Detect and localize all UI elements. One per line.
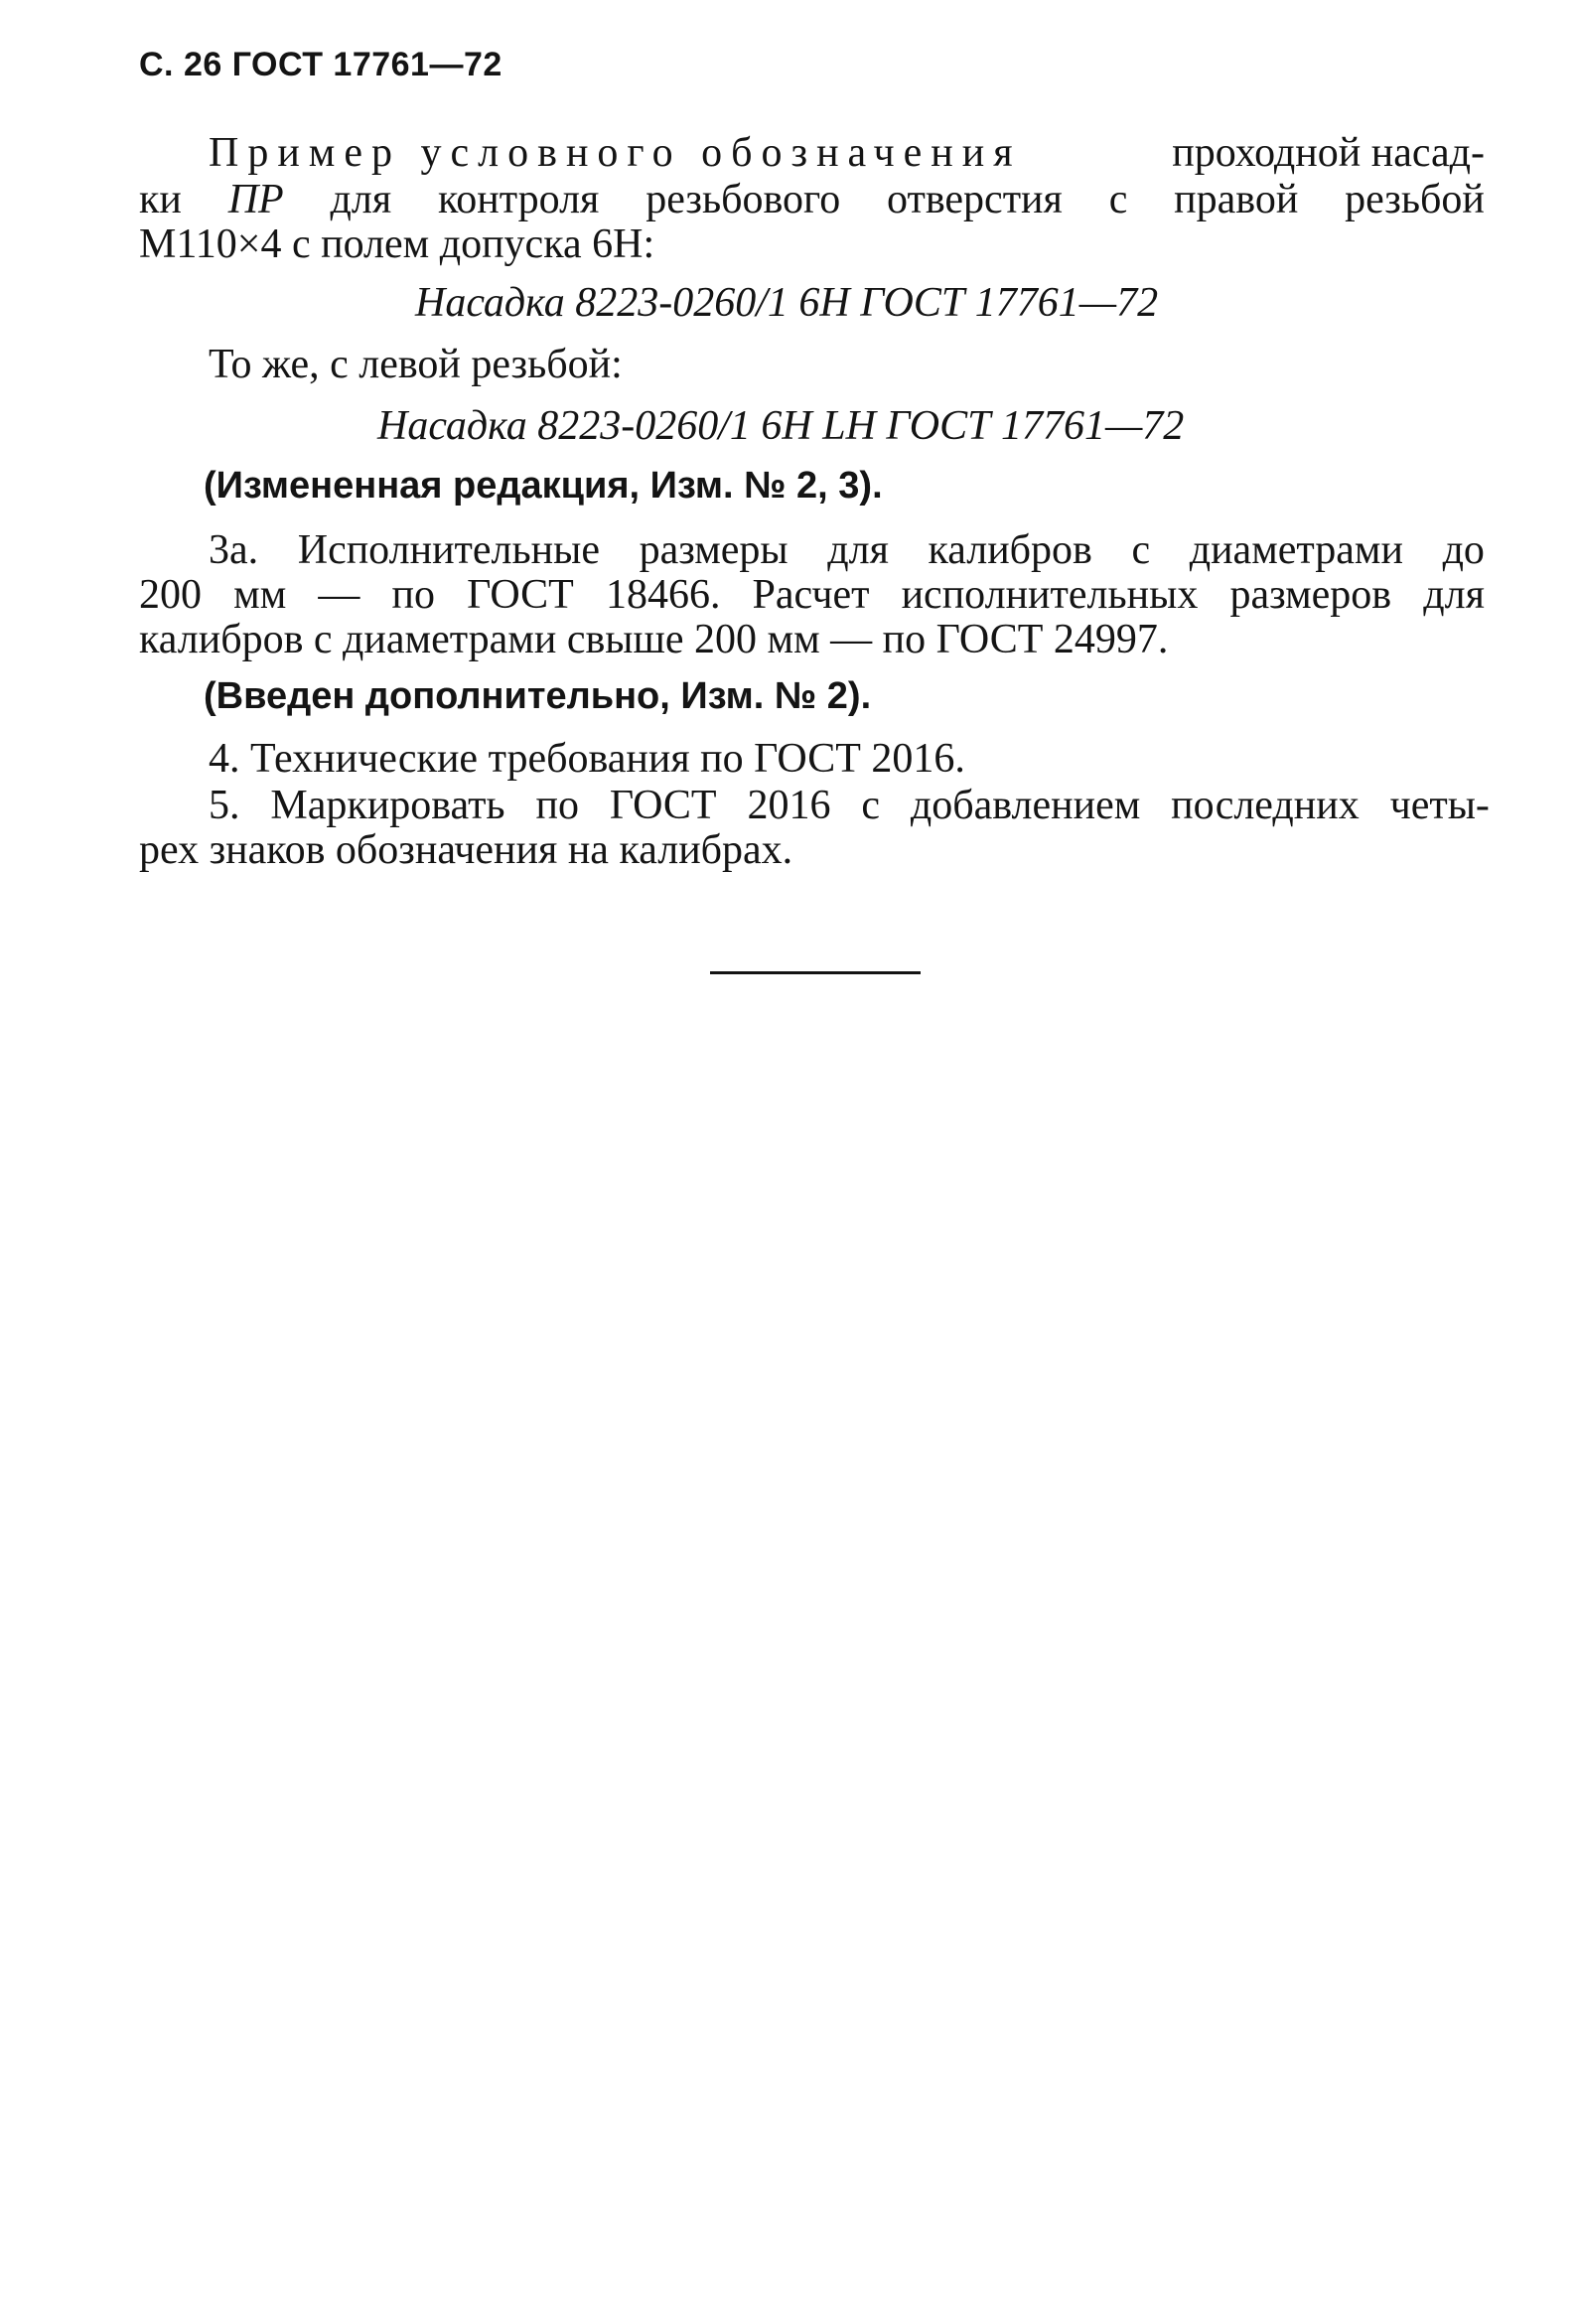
- word: ки: [139, 177, 182, 222]
- item-5-line-2: рех знаков обозначения на калибрах.: [139, 827, 793, 873]
- item-3a-line-3: калибров с диаметрами свыше 200 мм — по ГОСТ 24997.: [139, 617, 1169, 662]
- designation-left-thread: Насадка 8223-0260/1 6Н LН ГОСТ 17761—72: [377, 403, 1185, 449]
- word: исполнительных: [901, 572, 1199, 618]
- word: резьбой: [1345, 177, 1485, 222]
- item-5-line-1: [209, 785, 1490, 826]
- example-line1-rest: проходной насад-: [1172, 130, 1485, 176]
- example-paragraph-line-2: [139, 179, 1485, 220]
- word: контроля: [438, 177, 600, 222]
- note-changed-edition: (Измененная редакция, Изм. № 2, 3).: [204, 465, 883, 507]
- left-thread-intro: То же, с левой резьбой:: [209, 342, 623, 387]
- note-introduced: (Введен дополнительно, Изм. № 2).: [204, 675, 872, 717]
- word: 2016: [747, 783, 831, 828]
- item-4: 4. Технические требования по ГОСТ 2016.: [209, 736, 965, 782]
- word: добавлением: [910, 783, 1141, 828]
- word: с: [1108, 177, 1128, 222]
- word: четы-: [1389, 783, 1490, 828]
- word: диаметрами: [1189, 527, 1403, 573]
- item-3a-line-1: [209, 529, 1485, 571]
- word: для: [330, 177, 392, 222]
- word: с: [861, 783, 880, 828]
- page-header: С. 26 ГОСТ 17761—72: [139, 46, 502, 83]
- word: последних: [1171, 783, 1360, 828]
- word: Расчет: [752, 572, 870, 618]
- example-spaced-text: Пример условного обозначения: [209, 130, 1022, 176]
- gauge-code-pr: ПР: [227, 177, 284, 222]
- word: —: [318, 572, 360, 618]
- word: 5.: [209, 783, 240, 828]
- item-3a-line-2: [139, 574, 1485, 616]
- word: Исполнительные: [297, 527, 600, 573]
- word: ГОСТ: [467, 572, 574, 618]
- word: для: [1423, 572, 1485, 618]
- word: размеры: [639, 527, 789, 573]
- example-paragraph-line-1: [209, 132, 1485, 174]
- designation-right-thread: Насадка 8223-0260/1 6Н ГОСТ 17761—72: [415, 280, 1159, 326]
- word: с: [1131, 527, 1151, 573]
- word: 18466.: [605, 572, 721, 618]
- word: до: [1442, 527, 1485, 573]
- word: резьбового: [646, 177, 841, 222]
- word: 3а.: [209, 527, 259, 573]
- word: по: [391, 572, 435, 618]
- word: по: [535, 783, 579, 828]
- word: калибров: [928, 527, 1092, 573]
- word: Маркировать: [270, 783, 505, 828]
- word: мм: [233, 572, 287, 618]
- word: отверстия: [887, 177, 1063, 222]
- end-divider: [710, 971, 921, 974]
- word: для: [827, 527, 889, 573]
- word: 200: [139, 572, 202, 618]
- word: размеров: [1229, 572, 1392, 618]
- word: правой: [1174, 177, 1299, 222]
- word: ГОСТ: [609, 783, 717, 828]
- example-paragraph-line-3: М110×4 с полем допуска 6Н:: [139, 221, 655, 267]
